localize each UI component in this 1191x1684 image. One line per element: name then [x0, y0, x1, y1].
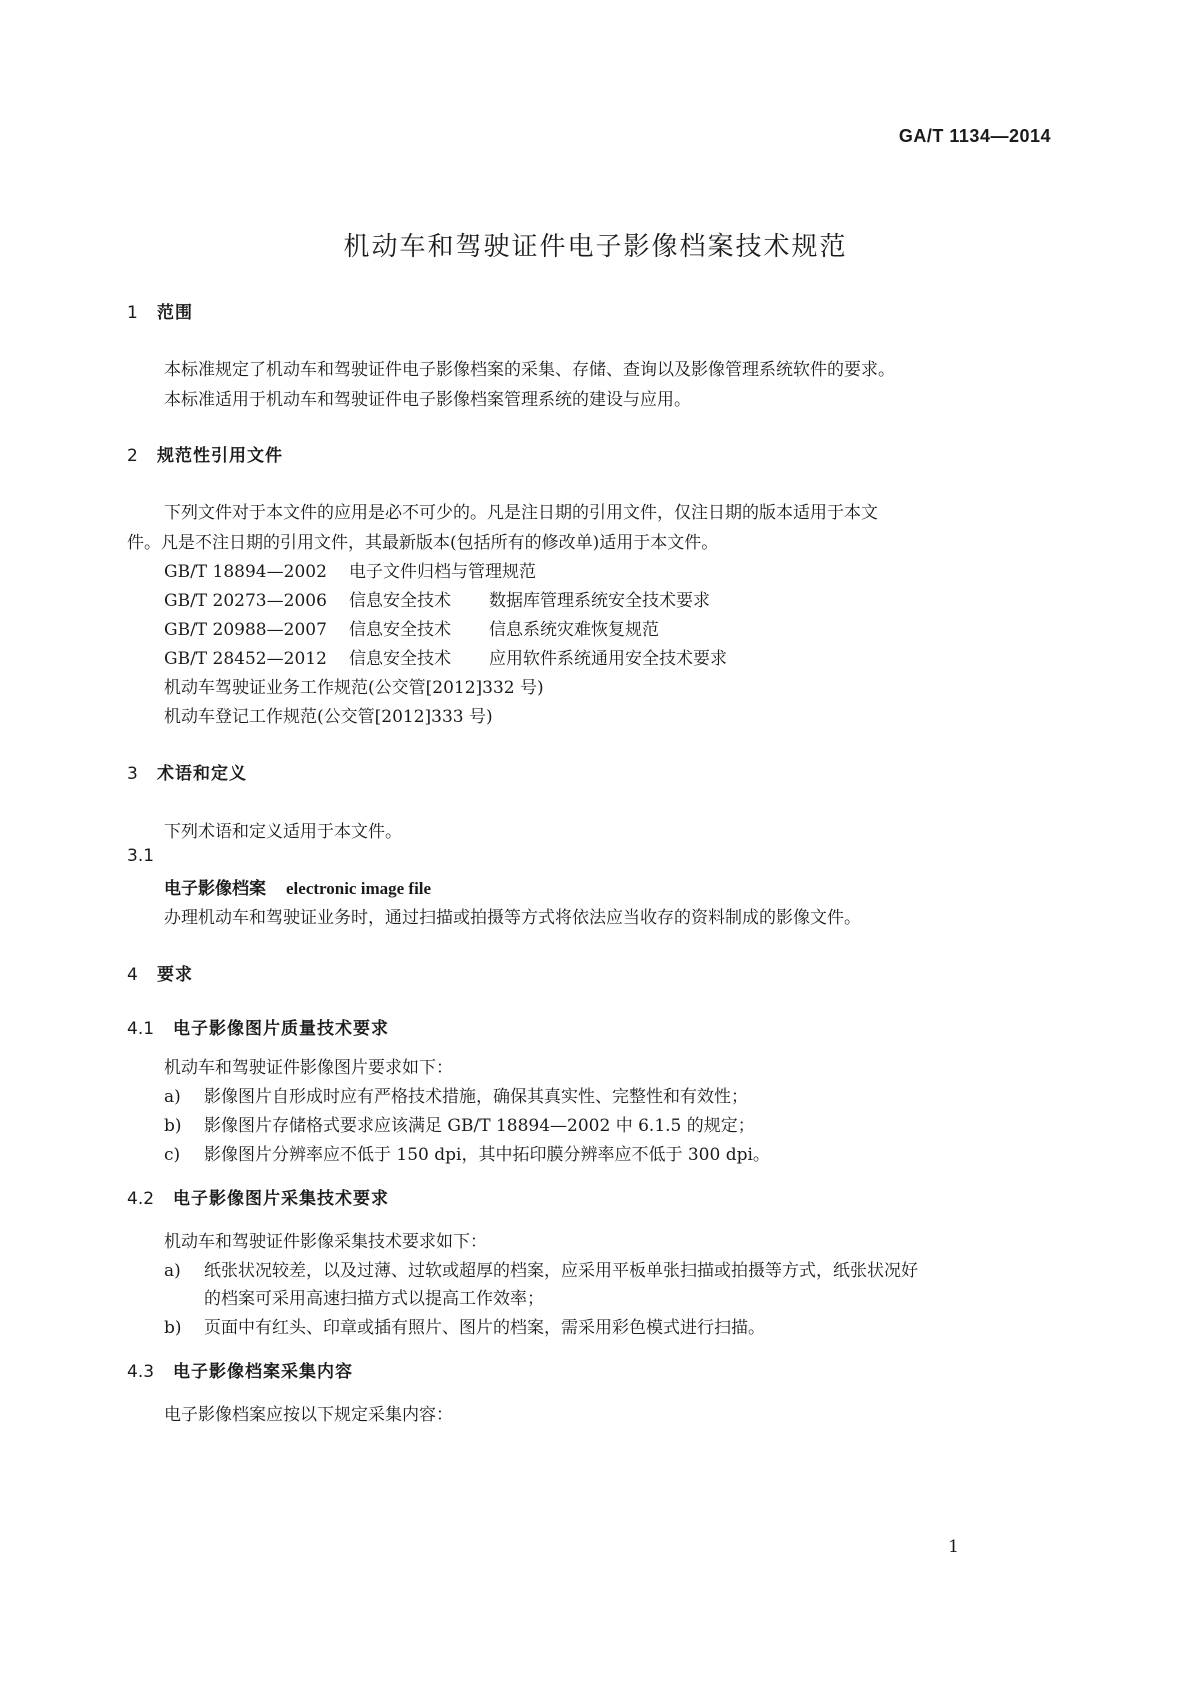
section-title: 范围 — [157, 303, 193, 323]
list-text: 影像图片存储格式要求应该满足 GB/T 18894—2002 中 6.1.5 的规定； — [204, 1116, 755, 1136]
section-number: 4.2 — [127, 1189, 155, 1209]
document-code: GA/T 1134—2014 — [898, 126, 1051, 146]
section-number: 4 — [127, 965, 138, 985]
reference-item — [164, 615, 659, 640]
section-number: 4.3 — [127, 1362, 155, 1382]
list-marker: b) — [164, 1318, 182, 1338]
paragraph: 电子影像档案应按以下规定采集内容： — [164, 1405, 453, 1425]
subsection-4-1-heading — [127, 1014, 389, 1039]
reference-title: 信息系统灾难恢复规范 — [489, 620, 659, 640]
reference-title: 数据库管理系统安全技术要求 — [489, 591, 710, 611]
list-text: 影像图片自形成时应有严格技术措施，确保其真实性、完整性和有效性； — [204, 1087, 748, 1107]
reference-category: 信息安全技术 — [349, 620, 451, 640]
section-3-heading — [127, 759, 247, 784]
paragraph: 本标准规定了机动车和驾驶证件电子影像档案的采集、存储、查询以及影像管理系统软件的要求。 — [164, 360, 895, 380]
page-title: 机动车和驾驶证件电子影像档案技术规范 — [343, 232, 848, 262]
reference-item — [164, 557, 536, 582]
list-item — [164, 1313, 765, 1338]
paragraph: 本标准适用于机动车和驾驶证件电子影像档案管理系统的建设与应用。 — [164, 390, 691, 410]
list-marker: c) — [164, 1145, 181, 1165]
list-item — [164, 1256, 918, 1281]
reference-item — [164, 586, 710, 611]
list-text-continuation: 的档案可采用高速扫描方式以提高工作效率； — [204, 1289, 544, 1309]
list-marker: a) — [164, 1261, 181, 1281]
section-title: 电子影像图片采集技术要求 — [173, 1189, 389, 1209]
term-definition: 办理机动车和驾驶证业务时，通过扫描或拍摄等方式将依法应当收存的资料制成的影像文件。 — [164, 908, 861, 928]
paragraph: 件。凡是不注日期的引用文件，其最新版本(包括所有的修改单)适用于本文件。 — [127, 533, 719, 553]
section-2-heading — [127, 441, 283, 466]
section-number: 2 — [127, 446, 138, 466]
reference-standard: GB/T 20988—2007 — [164, 620, 327, 640]
term-entry — [164, 874, 431, 899]
list-marker: b) — [164, 1116, 182, 1136]
section-title: 术语和定义 — [157, 764, 247, 784]
reference-category: 信息安全技术 — [349, 649, 451, 669]
section-4-heading — [127, 960, 193, 985]
reference-item — [164, 644, 727, 669]
list-item — [164, 1140, 770, 1165]
list-text: 纸张状况较差，以及过薄、过软或超厚的档案，应采用平板单张扫描或拍摄等方式，纸张状况好 — [204, 1261, 918, 1281]
list-marker: a) — [164, 1087, 181, 1107]
section-title: 电子影像档案采集内容 — [173, 1362, 353, 1382]
list-text: 页面中有红头、印章或插有照片、图片的档案，需采用彩色模式进行扫描。 — [204, 1318, 765, 1338]
section-number: 4.1 — [127, 1019, 155, 1039]
section-number: 1 — [127, 303, 138, 323]
section-title: 电子影像图片质量技术要求 — [173, 1019, 389, 1039]
list-item — [164, 1082, 748, 1107]
reference-category: 信息安全技术 — [349, 591, 451, 611]
reference-standard: GB/T 28452—2012 — [164, 649, 327, 669]
term-english: electronic image file — [286, 879, 432, 898]
reference-standard: GB/T 20273—2006 — [164, 591, 327, 611]
paragraph: 下列文件对于本文件的应用是必不可少的。凡是注日期的引用文件，仅注日期的版本适用于本文 — [164, 503, 878, 523]
paragraph: 下列术语和定义适用于本文件。 — [164, 822, 402, 842]
reference-title: 电子文件归档与管理规范 — [349, 562, 536, 582]
paragraph: 机动车和驾驶证件影像图片要求如下： — [164, 1058, 453, 1078]
term-chinese: 电子影像档案 — [164, 879, 266, 899]
reference-title: 应用软件系统通用安全技术要求 — [489, 649, 727, 669]
section-1-heading — [127, 298, 193, 323]
list-text: 影像图片分辨率应不低于 150 dpi，其中拓印膜分辨率应不低于 300 dpi。 — [204, 1145, 770, 1165]
section-number: 3 — [127, 764, 138, 784]
reference-standard: GB/T 18894—2002 — [164, 562, 327, 582]
section-title: 要求 — [157, 965, 193, 985]
term-number: 3.1 — [127, 846, 155, 866]
paragraph: 机动车和驾驶证件影像采集技术要求如下： — [164, 1232, 487, 1252]
reference-item: 机动车驾驶证业务工作规范(公交管[2012]332 号) — [164, 678, 544, 698]
subsection-4-3-heading — [127, 1357, 353, 1382]
page-number: 1 — [948, 1537, 959, 1557]
subsection-4-2-heading — [127, 1184, 389, 1209]
section-title: 规范性引用文件 — [157, 446, 283, 466]
list-item — [164, 1111, 755, 1136]
reference-item: 机动车登记工作规范(公交管[2012]333 号) — [164, 707, 493, 727]
